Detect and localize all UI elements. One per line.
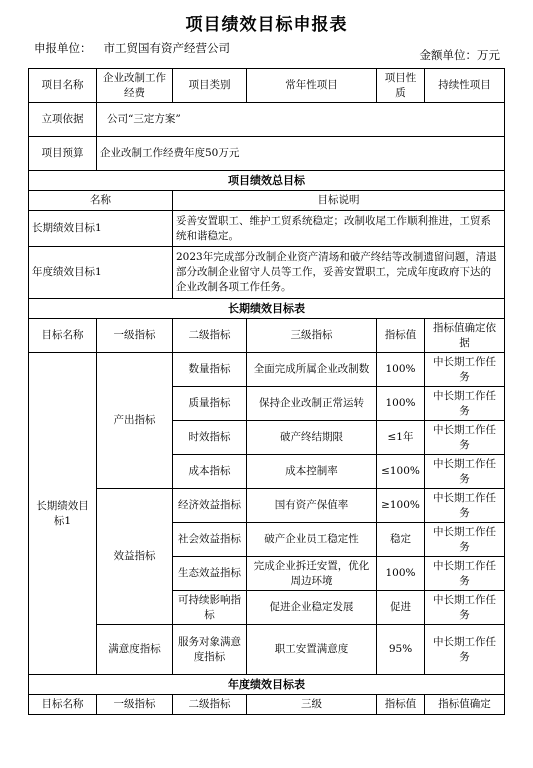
level2-cell: 数量指标 xyxy=(173,353,247,387)
level2-cell: 可持续影响指标 xyxy=(173,591,247,625)
project-name-value: 企业改制工作经费 xyxy=(97,69,173,103)
level2-cell: 服务对象满意度指标 xyxy=(173,625,247,675)
amount-unit: 金额单位：万元 xyxy=(419,48,500,62)
project-nature-value: 持续性项目 xyxy=(425,69,505,103)
value-cell: 95% xyxy=(377,625,425,675)
annual-goal-desc: 2023年完成部分改制企业资产清场和破产终结等改制遗留问题，清退部分改制企业留守人员等工作，妥善安置职工，完成年度政府下达的企业改制各项工作任务。 xyxy=(173,247,505,299)
basis-cell: 中长期工作任务 xyxy=(425,591,505,625)
header-target-name: 目标名称 xyxy=(29,319,97,353)
overall-col-desc: 目标说明 xyxy=(173,191,505,211)
overall-heading: 项目绩效总目标 xyxy=(29,171,505,191)
annual-goal-row xyxy=(29,247,505,299)
project-info-row xyxy=(29,69,505,103)
level3-cell: 全面完成所属企业改制数 xyxy=(247,353,377,387)
project-type-label: 项目类别 xyxy=(173,69,247,103)
basis-cell: 中长期工作任务 xyxy=(425,387,505,421)
long-goal-row xyxy=(29,211,505,247)
header-level1: 一级指标 xyxy=(97,319,173,353)
level2-cell: 经济效益指标 xyxy=(173,489,247,523)
overall-header-row xyxy=(29,191,505,211)
annual-header-value: 指标值 xyxy=(377,695,425,715)
project-type-value: 常年性项目 xyxy=(247,69,377,103)
target-name-cell: 长期绩效目标1 xyxy=(29,353,97,675)
annual-header-basis: 指标值确定 xyxy=(425,695,505,715)
overall-col-name: 名称 xyxy=(29,191,173,211)
annual-goal-label: 年度绩效目标1 xyxy=(29,247,173,299)
applicant-name: 市工贸国有资产经营公司 xyxy=(103,41,230,55)
value-cell: 100% xyxy=(377,557,425,591)
performance-table xyxy=(28,68,505,715)
annual-header-level3: 三级 xyxy=(247,695,377,715)
table-row xyxy=(29,489,505,523)
budget-row xyxy=(29,137,505,171)
value-cell: ≥100% xyxy=(377,489,425,523)
basis-cell: 中长期工作任务 xyxy=(425,421,505,455)
level3-cell: 破产终结期限 xyxy=(247,421,377,455)
basis-value: 公司“三定方案” xyxy=(97,103,505,137)
level3-cell: 职工安置满意度 xyxy=(247,625,377,675)
header-level3: 三级指标 xyxy=(247,319,377,353)
basis-cell: 中长期工作任务 xyxy=(425,489,505,523)
page-title: 项目绩效目标申报表 xyxy=(185,15,348,35)
value-cell: 稳定 xyxy=(377,523,425,557)
level3-cell: 保持企业改制正常运转 xyxy=(247,387,377,421)
basis-cell: 中长期工作任务 xyxy=(425,625,505,675)
level2-cell: 时效指标 xyxy=(173,421,247,455)
value-cell: 100% xyxy=(377,387,425,421)
long-goal-label: 长期绩效目标1 xyxy=(29,211,173,247)
table-row xyxy=(29,625,505,675)
basis-row xyxy=(29,103,505,137)
annual-header-target-name: 目标名称 xyxy=(29,695,97,715)
long-goal-desc: 妥善安置职工、维护工贸系统稳定；改制收尾工作顺利推进，工贸系统和谐稳定。 xyxy=(173,211,505,247)
basis-cell: 中长期工作任务 xyxy=(425,557,505,591)
header-level2: 二级指标 xyxy=(173,319,247,353)
project-name-label: 项目名称 xyxy=(29,69,97,103)
annual-header-level1: 一级指标 xyxy=(97,695,173,715)
applicant-label: 申报单位： xyxy=(34,41,92,55)
value-cell: 100% xyxy=(377,353,425,387)
level2-cell: 社会效益指标 xyxy=(173,523,247,557)
budget-value: 企业改制工作经费年度50万元 xyxy=(97,137,505,171)
value-cell: ≤1年 xyxy=(377,421,425,455)
level3-cell: 国有资产保值率 xyxy=(247,489,377,523)
group-satisfaction: 满意度指标 xyxy=(97,625,173,675)
annual-header-row xyxy=(29,695,505,715)
level2-cell: 质量指标 xyxy=(173,387,247,421)
annual-header-level2: 二级指标 xyxy=(173,695,247,715)
group-benefit: 效益指标 xyxy=(97,489,173,625)
basis-cell: 中长期工作任务 xyxy=(425,353,505,387)
level3-cell: 促进企业稳定发展 xyxy=(247,591,377,625)
basis-label: 立项依据 xyxy=(29,103,97,137)
level3-cell: 成本控制率 xyxy=(247,455,377,489)
long-heading-row xyxy=(29,299,505,319)
annual-heading-row xyxy=(29,675,505,695)
table-row xyxy=(29,353,505,387)
basis-cell: 中长期工作任务 xyxy=(425,455,505,489)
header-value: 指标值 xyxy=(377,319,425,353)
project-nature-label: 项目性质 xyxy=(377,69,425,103)
level2-cell: 成本指标 xyxy=(173,455,247,489)
value-cell: ≤100% xyxy=(377,455,425,489)
basis-cell: 中长期工作任务 xyxy=(425,523,505,557)
long-table-heading: 长期绩效目标表 xyxy=(29,299,505,319)
header-basis: 指标值确定依据 xyxy=(425,319,505,353)
annual-table-heading: 年度绩效目标表 xyxy=(29,675,505,695)
level3-cell: 破产企业员工稳定性 xyxy=(247,523,377,557)
overall-heading-row xyxy=(29,171,505,191)
long-header-row xyxy=(29,319,505,353)
group-output: 产出指标 xyxy=(97,353,173,489)
level3-cell: 完成企业拆迁安置，优化周边环境 xyxy=(247,557,377,591)
value-cell: 促进 xyxy=(377,591,425,625)
level2-cell: 生态效益指标 xyxy=(173,557,247,591)
budget-label: 项目预算 xyxy=(29,137,97,171)
applicant-line xyxy=(34,40,230,56)
